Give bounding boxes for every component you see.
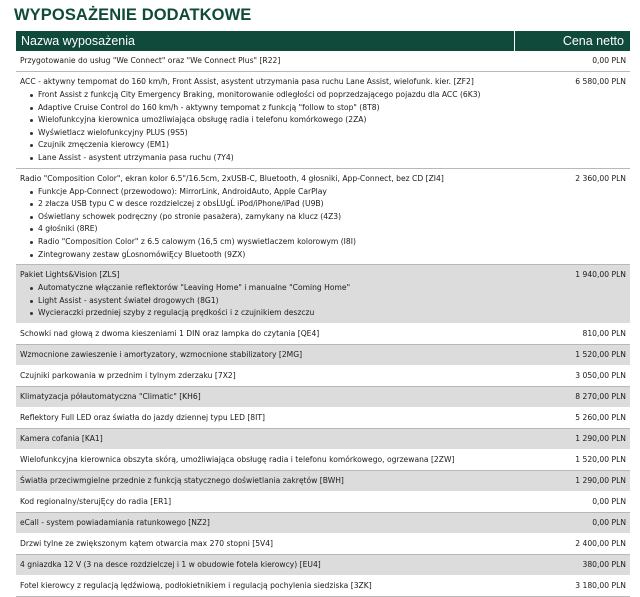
row-description: [16, 72, 514, 168]
table-row: [16, 265, 630, 324]
sub-list-item: Zintegrowany zestaw gĹosnomówiĘcy Bluetooth (9ZX): [30, 249, 510, 262]
table-row: [16, 387, 630, 408]
table-header: [16, 31, 630, 51]
table-row: [16, 408, 630, 429]
row-price: 3 050,00 PLN: [575, 370, 626, 380]
table-row: [16, 492, 630, 513]
row-description: [16, 387, 514, 407]
sub-list-item: Automatyczne włączanie reflektorów "Leaving Home" i manualne "Coming Home": [30, 282, 510, 295]
table-row: [16, 534, 630, 555]
table-row: [16, 366, 630, 387]
row-label: Radio "Composition Color", ekran kolor 6.5"/16.5cm, 2xUSB-C, Bluetooth, 4 głosniki, App-Connect, bez CD [ZI4]: [20, 173, 444, 183]
row-description: [16, 576, 514, 596]
row-description: [16, 345, 514, 365]
row-label: Wzmocnione zawieszenie i amortyzatory, wzmocnione stabilizatory [2MG]: [20, 349, 303, 359]
sub-list-item: 4 głośniki (8RE): [30, 223, 510, 236]
row-label: Drzwi tylne ze zwiększonym kątem otwarcia max 270 stopni [5V4]: [20, 538, 274, 548]
row-price: 0,00 PLN: [592, 496, 626, 506]
row-sub-list: [20, 186, 510, 262]
column-header-price: Cena netto: [514, 31, 630, 51]
table-row: [16, 345, 630, 366]
table-row: [16, 576, 630, 597]
table-row: [16, 471, 630, 492]
row-price: 1 290,00 PLN: [575, 475, 626, 485]
sub-list-item: Funkcje App-Connect (przewodowo): MirrorLink, AndroidAuto, Apple CarPlay: [30, 186, 510, 199]
row-description: [16, 324, 514, 344]
row-label: Kamera cofania [KA1]: [20, 433, 103, 443]
row-price: 1 940,00 PLN: [575, 270, 626, 280]
row-sub-list: [20, 282, 510, 320]
row-price: 8 270,00 PLN: [575, 391, 626, 401]
row-price: 2 360,00 PLN: [575, 173, 626, 183]
sub-list-item: Czujnik zmęczenia kierowcy (EM1): [30, 139, 510, 152]
row-label: Fotel kierowcy z regulacją lędźwiową, podłokietnikiem i regulacją pochylenia siedziska [3ZK]: [20, 580, 372, 590]
sub-list-item: Wyświetlacz wielofunkcyjny PLUS (9S5): [30, 127, 510, 140]
row-price: 6 580,00 PLN: [575, 77, 626, 86]
row-sub-list: [20, 89, 510, 165]
sub-list-item: Radio "Composition Color" z 6.5 calowym (16,5 cm) wyswietlaczem kolorowym (I8I): [30, 236, 510, 249]
table-row: [16, 72, 630, 169]
row-label: Przygotowanie do usług "We Connect" oraz "We Connect Plus" [R22]: [20, 56, 281, 65]
row-label: Pakiet Lights&Vision [ZLS]: [20, 270, 120, 280]
row-price: 0,00 PLN: [592, 56, 626, 65]
row-description: [16, 169, 514, 265]
table-row: [16, 513, 630, 534]
table-row: [16, 169, 630, 266]
row-label: eCall - system powiadamiania ratunkowego [NZ2]: [20, 517, 210, 527]
column-header-name: Nazwa wyposażenia: [21, 34, 135, 48]
row-label: Klimatyzacja półautomatyczna "Climatic" [KH6]: [20, 391, 201, 401]
row-description: [16, 366, 514, 386]
row-label: Reflektory Full LED oraz światła do jazdy dziennej typu LED [8IT]: [20, 412, 265, 422]
sub-list-item: Adaptive Cruise Control do 160 km/h - aktywny tempomat z funkcją "follow to stop" (8T8): [30, 102, 510, 115]
row-label: 4 gniazdka 12 V (3 na desce rozdzielczej i 1 w obudowie fotela kierowcy) [EU4]: [20, 559, 321, 569]
table-body: [16, 51, 630, 597]
row-price: 380,00 PLN: [582, 559, 626, 569]
sub-list-item: 2 złacza USB typu C w desce rozdzielczej z obsĹUgĹ iPod/iPhone/iPad (U9B): [30, 198, 510, 211]
row-label: Czujniki parkowania w przednim i tylnym zderzaku [7X2]: [20, 370, 236, 380]
sub-list-item: Wycieraczki przedniej szyby z regulacją prędkości i z czujnikiem deszczu: [30, 307, 510, 320]
row-price: 2 400,00 PLN: [575, 538, 626, 548]
row-label: ACC - aktywny tempomat do 160 km/h, Front Assist, asystent utrzymania pasa ruchu Lane Assist, wielofunk. kier. [ZF2]: [20, 77, 474, 86]
sub-list-item: Front Assist z funkcją City Emergency Braking, monitorowanie odległości od poprzedzającego pojazdu dla ACC (6K3): [30, 89, 510, 102]
sub-list-item: Wielofunkcyjna kierownica umożliwiająca obsługę radia i telefonu komórkowego (2ZA): [30, 114, 510, 127]
row-price: 1 520,00 PLN: [575, 349, 626, 359]
row-label: Kod regionalny/sterujĘcy do radia [ER1]: [20, 496, 172, 506]
row-description: [16, 429, 514, 449]
row-price: 5 260,00 PLN: [575, 412, 626, 422]
table-row: [16, 450, 630, 471]
row-price: 1 520,00 PLN: [575, 454, 626, 464]
table-row: [16, 51, 630, 72]
row-label: Światła przeciwmgielne przednie z funkcją statycznego doświetlania zakrętów [BWH]: [20, 475, 344, 485]
row-description: [16, 450, 514, 470]
table-row: [16, 429, 630, 450]
row-description: [16, 492, 514, 512]
row-description: [16, 408, 514, 428]
equipment-table: [16, 31, 630, 597]
row-label: Wielofunkcyjna kierownica obszyta skórą, umożliwiająca obsługę radia i telefonu komórkowego, ogrzewana [2ZW]: [20, 454, 455, 464]
row-description: [16, 265, 514, 323]
page-title: WYPOSAŻENIE DODATKOWE: [14, 6, 252, 24]
row-price: 0,00 PLN: [592, 517, 626, 527]
row-description: [16, 555, 514, 575]
row-price: 3 180,00 PLN: [575, 580, 626, 590]
row-price: 1 290,00 PLN: [575, 433, 626, 443]
sub-list-item: Light Assist - asystent świateł drogowych (8G1): [30, 295, 510, 308]
table-row: [16, 555, 630, 576]
sub-list-item: Oświetlany schowek podręczny (po stronie pasażera), zamykany na klucz (4Z3): [30, 211, 510, 224]
row-label: Schowki nad głową z dwoma kieszeniami 1 DIN oraz lampka do czytania [QE4]: [20, 328, 320, 338]
row-description: [16, 513, 514, 533]
row-description: [16, 471, 514, 491]
row-price: 810,00 PLN: [582, 328, 626, 338]
sub-list-item: Lane Assist - asystent utrzymania pasa ruchu (7Y4): [30, 152, 510, 165]
table-row: [16, 324, 630, 345]
row-description: [16, 534, 514, 554]
row-description: [16, 51, 514, 71]
